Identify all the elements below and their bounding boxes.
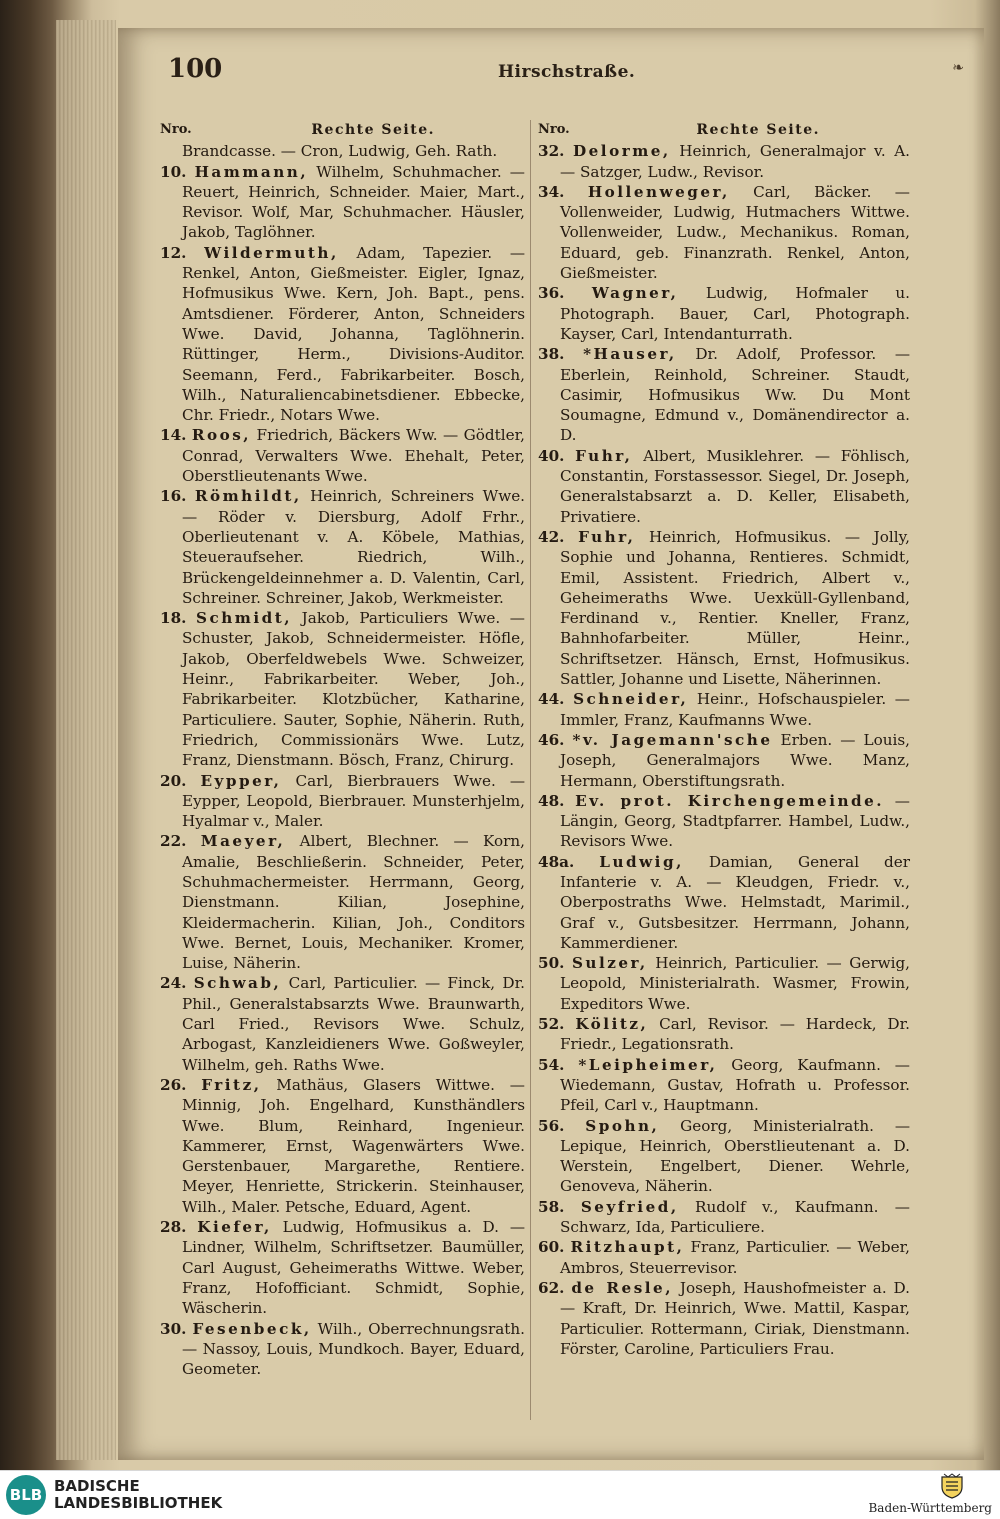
resident-list: Adam, Tapezier. — Renkel, Anton, Gießmeister. Eigler, Ignaz, Hofmusikus Wwe. Kern, Joh. Bapt., pens. Amtsdiener. Förderer, Anton, Schneiders Wwe. David, Johanna, Taglöhnerin. Rüttinger, Herm., Divisions-Auditor. Seemann, Ferd., Fabrikarbeiter. Bosch, Wilh., Naturaliencabinetsdiener. Ebbecke, Chr. Friedr., Notars Wwe. [182, 243, 526, 425]
nro-label: Nro. [160, 122, 192, 137]
house-number: 14. [160, 426, 187, 445]
page-number: 100 [168, 54, 223, 84]
directory-entry [538, 791, 910, 852]
house-number: 40. [538, 446, 565, 465]
page-edges [56, 20, 116, 1460]
resident-list: Heinrich, Particulier. — Gerwig, Leopold, Ministerialrath. Wasmer, Frowin, Expeditors Wwe. [560, 954, 911, 1013]
house-number: 10. [160, 162, 187, 181]
resident-list: Franz, Particulier. — Weber, Ambros, Steuerrevisor. [560, 1238, 910, 1277]
resident-list: Georg, Ministerialrath. — Lepique, Heinrich, Oberstlieutenant a. D. Werstein, Engelbert, Diener. Wehrle, Genoveva, Näherin. [560, 1116, 911, 1196]
house-number: 26. [160, 1075, 187, 1094]
house-number: 60. [538, 1238, 565, 1257]
resident-list: Wilh., Oberrechnungsrath. — Nassoy, Louis, Mundkoch. Bayer, Eduard, Geometer. [182, 1319, 525, 1379]
nro-label: Nro. [538, 122, 570, 137]
owner-name: Wagner, [591, 284, 679, 303]
resident-list: Heinrich, Generalmajor v. A. — Satzger, Ludw., Revisor. [560, 142, 910, 181]
owner-name: Fuhr, [575, 446, 633, 465]
house-number: 18. [160, 609, 187, 628]
library-name-line1: BADISCHE [54, 1477, 140, 1495]
resident-list: Wilhelm, Schuhmacher. — Reuert, Heinrich, Schneider. Maier, Mart., Revisor. Wolf, Mar, Schuhmacher. Häusler, Jakob, Taglöhner. [182, 162, 525, 242]
directory-entry [538, 852, 910, 953]
directory-entry [538, 953, 910, 1014]
resident-list: Carl, Revisor. — Hardeck, Dr. Friedr., Legationsrath. [560, 1015, 911, 1054]
directory-entry [160, 486, 525, 608]
owner-name: de Resle, [571, 1278, 673, 1297]
owner-name: Schwab, [193, 974, 282, 993]
directory-entry [538, 344, 910, 445]
resident-list: Carl, Bäcker. — Vollenweider, Ludwig, Hutmachers Wittwe. Vollenweider, Ludw., Mechanikus. Roman, Eduard, geb. Finanzrath. Renkel, Anton, Gießmeister. [560, 182, 910, 283]
house-number: 20. [160, 771, 187, 790]
margin-mark: ❧ [952, 60, 964, 76]
resident-list: Erben. — Louis, Joseph, Generalmajors Wwe. Manz, Hermann, Oberstiftungsrath. [560, 730, 911, 790]
directory-entry [538, 730, 910, 791]
resident-list: Carl, Particulier. — Finck, Dr. Phil., Generalstabsarzts Wwe. Braunwarth, Carl Fried., Revisors Wwe. Schulz, Arbogast, Kanzleidieners Wwe. Goßweyler, Wilhelm, geh. Raths Wwe. [182, 974, 525, 1074]
owner-name: Seyfried, [580, 1197, 679, 1216]
owner-name: *v. Jagemann'sche [572, 730, 773, 749]
directory-entry [538, 1197, 910, 1238]
owner-name: Spohn, [585, 1116, 660, 1135]
book-page [118, 28, 984, 1460]
house-number: 28. [160, 1218, 187, 1237]
owner-name: Schmidt, [196, 609, 293, 628]
resident-list: Albert, Musiklehrer. — Föhlisch, Constantin, Forstassessor. Siegel, Dr. Joseph, Generalstabsarzt a. D. Keller, Elisabeth, Privatiere. [560, 446, 911, 526]
directory-entry [160, 1075, 525, 1217]
owner-name: Hollenweger, [587, 182, 730, 201]
resident-list: Georg, Kaufmann. — Wiedemann, Gustav, Hofrath u. Professor. Pfeil, Carl v., Hauptmann. [560, 1055, 910, 1115]
house-number: 30. [160, 1319, 187, 1338]
house-number: 16. [160, 487, 187, 506]
house-number: 42. [538, 527, 565, 546]
house-number: 62. [538, 1278, 565, 1297]
right-column-header [538, 120, 910, 140]
state-crest-icon [940, 1473, 964, 1499]
resident-list: Albert, Blechner. — Korn, Amalie, Beschließerin. Schneider, Peter, Schuhmachermeister. Herrmann, Georg, Dienstmann. Kilian, Josephine, Kleidermacherin. Kilian, Joh., Conditors Wwe. Bernet, Louis, Mechaniker. Kromer, Luise, Näherin. [182, 832, 525, 973]
house-number: 48. [538, 791, 565, 810]
house-number: 44. [538, 690, 565, 709]
directory-entry [538, 1237, 910, 1278]
owner-name: Ritzhaupt, [570, 1238, 685, 1257]
directory-entry [160, 1217, 525, 1318]
library-name[interactable] [54, 1478, 222, 1512]
owner-name: Fesenbeck, [192, 1319, 312, 1338]
resident-list: Heinrich, Schreiners Wwe. — Röder v. Diersburg, Adolf Frhr., Oberlieutenant v. A. Köbele, Mathias, Steueraufseher. Riedrich, Wilh., Brückengeldeinnehmer a. D. Valentin, Carl, Schreiner. Schreiner, Jakob, Werkmeister. [182, 487, 526, 607]
owner-name: Kiefer, [197, 1218, 272, 1237]
directory-entry [538, 1278, 910, 1359]
side-label: Rechte Seite. [696, 122, 820, 138]
directory-entry [538, 1116, 910, 1197]
blb-logo[interactable]: BLB [6, 1475, 46, 1515]
directory-entry [538, 182, 910, 283]
owner-name: Wildermuth, [204, 243, 339, 262]
house-number: 36. [538, 284, 565, 303]
left-column [160, 120, 525, 1379]
resident-list: Brandcasse. — Cron, Ludwig, Geh. Rath. [182, 142, 498, 161]
left-entries [160, 141, 525, 1379]
owner-name: Eypper, [200, 771, 282, 790]
house-number: 12. [160, 243, 187, 262]
owner-name: Römhildt, [194, 487, 302, 506]
side-label: Rechte Seite. [311, 122, 435, 138]
owner-name: Hammann, [194, 162, 309, 181]
resident-list: Carl, Bierbrauers Wwe. — Eypper, Leopold, Bierbrauer. Munsterhjelm, Hyalmar v., Maler. [182, 771, 526, 831]
owner-name: Maeyer, [200, 832, 286, 851]
resident-list: Ludwig, Hofmaler u. Photograph. Bauer, Carl, Photograph. Kayser, Carl, Intendanturrath. [560, 284, 910, 343]
directory-entry [160, 831, 525, 973]
house-number: 38. [538, 345, 565, 364]
directory-entry [160, 162, 525, 243]
house-number: 22. [160, 832, 187, 851]
owner-name: Sulzer, [571, 954, 648, 973]
resident-list: Friedrich, Bäckers Ww. — Gödtler, Conrad, Verwalters Wwe. Ehehalt, Peter, Oberstlieutenants Wwe. [182, 426, 526, 486]
directory-entry [160, 243, 525, 426]
owner-name: Fuhr, [578, 527, 636, 546]
house-number: 24. [160, 974, 187, 993]
directory-entry [538, 689, 910, 730]
directory-entry [538, 1055, 910, 1116]
house-number: 56. [538, 1116, 565, 1135]
house-number: 34. [538, 182, 565, 201]
directory-entry [538, 283, 910, 344]
resident-list: Rudolf v., Kaufmann. — Schwarz, Ida, Particuliere. [560, 1197, 910, 1237]
left-column-header [160, 120, 525, 140]
resident-list: Ludwig, Hofmusikus a. D. — Lindner, Wilhelm, Schriftsetzer. Baumüller, Carl August, Geheimeraths Wittwe. Weber, Franz, Hofofficiant. Schmidt, Sophie, Wäscherin. [182, 1218, 526, 1318]
owner-name: Kölitz, [575, 1015, 649, 1034]
running-title: Hirschstraße. [498, 62, 636, 82]
owner-name: Fritz, [201, 1075, 262, 1094]
resident-list: — Längin, Georg, Stadtpfarrer. Hambel, Ludw., Revisors Wwe. [560, 791, 910, 851]
resident-list: Jakob, Particuliers Wwe. — Schuster, Jakob, Schneidermeister. Höfle, Jakob, Oberfeldwebels Wwe. Schweizer, Heinr., Fabrikarbeiter. Weber, Joh., Fabrikarbeiter. Klotzbücher, Katharine, Particuliere. Sauter, Sophie, Näherin. Ruth, Friedrich, Commissionärs Wwe. Lutz, Franz, Dienstmann. Bösch, Franz, Chirurg. [182, 609, 525, 770]
house-number: 58. [538, 1197, 565, 1216]
resident-list: Heinr., Hofschauspieler. — Immler, Franz, Kaufmanns Wwe. [560, 690, 910, 729]
directory-entry [538, 446, 910, 527]
owner-name: Ev. prot. Kirchengemeinde. [575, 791, 885, 810]
directory-entry [538, 1014, 910, 1055]
resident-list: Dr. Adolf, Professor. — Eberlein, Reinhold, Schreiner. Staudt, Casimir, Hofmusikus Ww. Du Mont Soumagne, Edmund v., Domänendirector a. D. [560, 345, 911, 445]
house-number: 54. [538, 1055, 565, 1074]
house-number: 52. [538, 1015, 565, 1034]
right-column [538, 120, 910, 1359]
house-number: 48a. [538, 852, 575, 871]
state-name[interactable]: Baden-Württemberg [868, 1501, 992, 1515]
column-divider [530, 120, 531, 1420]
directory-entry [160, 973, 525, 1074]
directory-entry [538, 527, 910, 689]
owner-name: Delorme, [572, 142, 671, 161]
directory-entry [160, 425, 525, 486]
viewer-footer [0, 1470, 1000, 1519]
owner-name: *Leipheimer, [578, 1055, 718, 1074]
house-number: 46. [538, 730, 565, 749]
library-name-line2: LANDESBIBLIOTHEK [54, 1494, 223, 1512]
directory-entry [160, 771, 525, 832]
resident-list: Mathäus, Glasers Wittwe. — Minnig, Joh. Engelhard, Kunsthändlers Wwe. Blum, Reinhard, Ingenieur. Kammerer, Ernst, Wagenwärters Wwe. Gerstenbauer, Margarethe, Rentiere. Meyer, Henriette, Strickerin. Steinhauser, Wilh., Maler. Petsche, Eduard, Agent. [182, 1075, 525, 1216]
owner-name: Schneider, [573, 690, 689, 709]
house-number: 32. [538, 142, 565, 161]
owner-name: Roos, [191, 426, 252, 445]
resident-list: Damian, General der Infanterie v. A. — Kleudgen, Friedr. v., Oberpostraths Wwe. Helmstadt, Marimil., Graf v., Gutsbesitzer. Herrmann, Johann, Kammerdiener. [560, 852, 911, 952]
resident-list: Joseph, Haushofmeister a. D. — Kraft, Dr. Heinrich, Wwe. Mattil, Kaspar, Particulier. Rottermann, Ciriak, Dienstmann. Förster, Caroline, Particuliers Frau. [560, 1278, 910, 1358]
directory-entry [160, 608, 525, 770]
right-entries [538, 141, 910, 1359]
owner-name: Ludwig, [599, 852, 684, 871]
resident-list: Heinrich, Hofmusikus. — Jolly, Sophie und Johanna, Rentieres. Schmidt, Emil, Assistent. Friedrich, Albert v., Geheimeraths Wwe. Uexküll-Gyllenband, Ferdinand v., Rentier. Kneller, Franz, Bahnhofarbeiter. Müller, Heinr., Schriftsetzer. Hänsch, Ernst, Hofmusikus. Sattler, Johanne und Lisette, Näherinnen. [560, 527, 910, 689]
directory-entry [538, 141, 910, 182]
house-number: 50. [538, 954, 565, 973]
directory-entry [160, 1319, 525, 1380]
owner-name: *Hauser, [583, 345, 677, 364]
directory-entry [160, 141, 525, 161]
